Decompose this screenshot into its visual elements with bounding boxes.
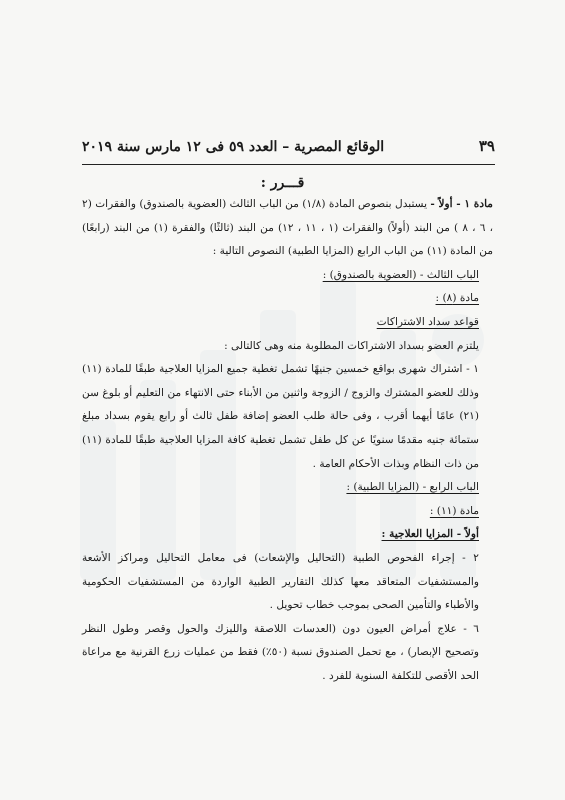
article-1-text: يستبدل بنصوص المادة (١/٨) من الباب الثالث (العضوية بالصندوق) والفقرات (٢ ، ٦ ، ٨ ) من البند (أولاً) والفقرات (١ ، ١١ ، ١٢) من البند (ثالثًا) والفقرة (١) من البند (رابعًا) من المادة (١١) من الباب الرابع (المزايا الطبية) النصوص التالية :: [82, 198, 494, 258]
article-8-heading: مادة (٨) :: [435, 292, 479, 305]
contributions-heading: قواعد سداد الاشتراكات: [376, 315, 479, 328]
clause-6: ٦ - علاج أمراض العيون دون (العدسات اللاصقة والليزك والحول وقصر وطول النظر وتصحيح الإبصار) ، مع تحمل الصندوق نسبة (٥٠٪) فقط من عمليات زرع القرنية مع مراعاة الحد الأقصى للتكلفة السنوية للفرد .: [82, 622, 479, 682]
document-body: [82, 193, 493, 688]
article-11-heading: مادة (١١) :: [429, 504, 479, 517]
gazette-issue-title: الوقائع المصرية – العدد ٥٩ فى ١٢ مارس سنة ٢٠١٩: [82, 139, 385, 155]
article-1-label: مادة ١ - أولاً -: [430, 198, 493, 210]
clause-1: ١ - اشتراك شهرى بواقع خمسين جنيهًا تشمل تغطية جميع المزايا العلاجية طبقًا للمادة (١١) وذلك للعضو المشترك والزوج / الزوجة واثنين من الأبناء حتى الانتهاء من التعليم أو بلوغ سن (٢١) عامًا أيهما أقرب ، وفى حالة طلب العضو إضافة طفل ثالث أو رابع يقوم بسداد مبلغ ستمائة جنيه مقدمًا سنويًا عن كل طفل تشمل تغطية كافة المزايا العلاجية طبقًا للمادة (١١) من ذات النظام وبذات الأحكام العامة .: [82, 363, 479, 470]
article-1: [82, 193, 493, 264]
page-header: [82, 137, 495, 155]
chapter-3-heading: الباب الثالث - (العضوية بالصندوق) :: [322, 268, 479, 281]
header-divider: [82, 164, 495, 165]
page-number: ٣٩: [478, 137, 495, 155]
clause-2: ٢ - إجراء الفحوص الطبية (التحاليل والإشعات) فى معامل التحاليل ومراكز الأشعة والمستشفيات المتعاقد معها كذلك التقارير الطبية الواردة من المستشفيات الحكومية والأطباء والتأمين الصحى بموجب خطاب تحويل .: [82, 551, 479, 612]
chapter-4-heading: الباب الرابع - (المزايا الطبية) :: [346, 481, 479, 494]
decree-title: قـــرر :: [260, 175, 305, 191]
obligation-text: يلتزم العضو بسداد الاشتراكات المطلوبة منه وهى كالتالى :: [224, 339, 479, 352]
treatment-heading: أولاً - المزايا العلاجية :: [381, 528, 479, 541]
